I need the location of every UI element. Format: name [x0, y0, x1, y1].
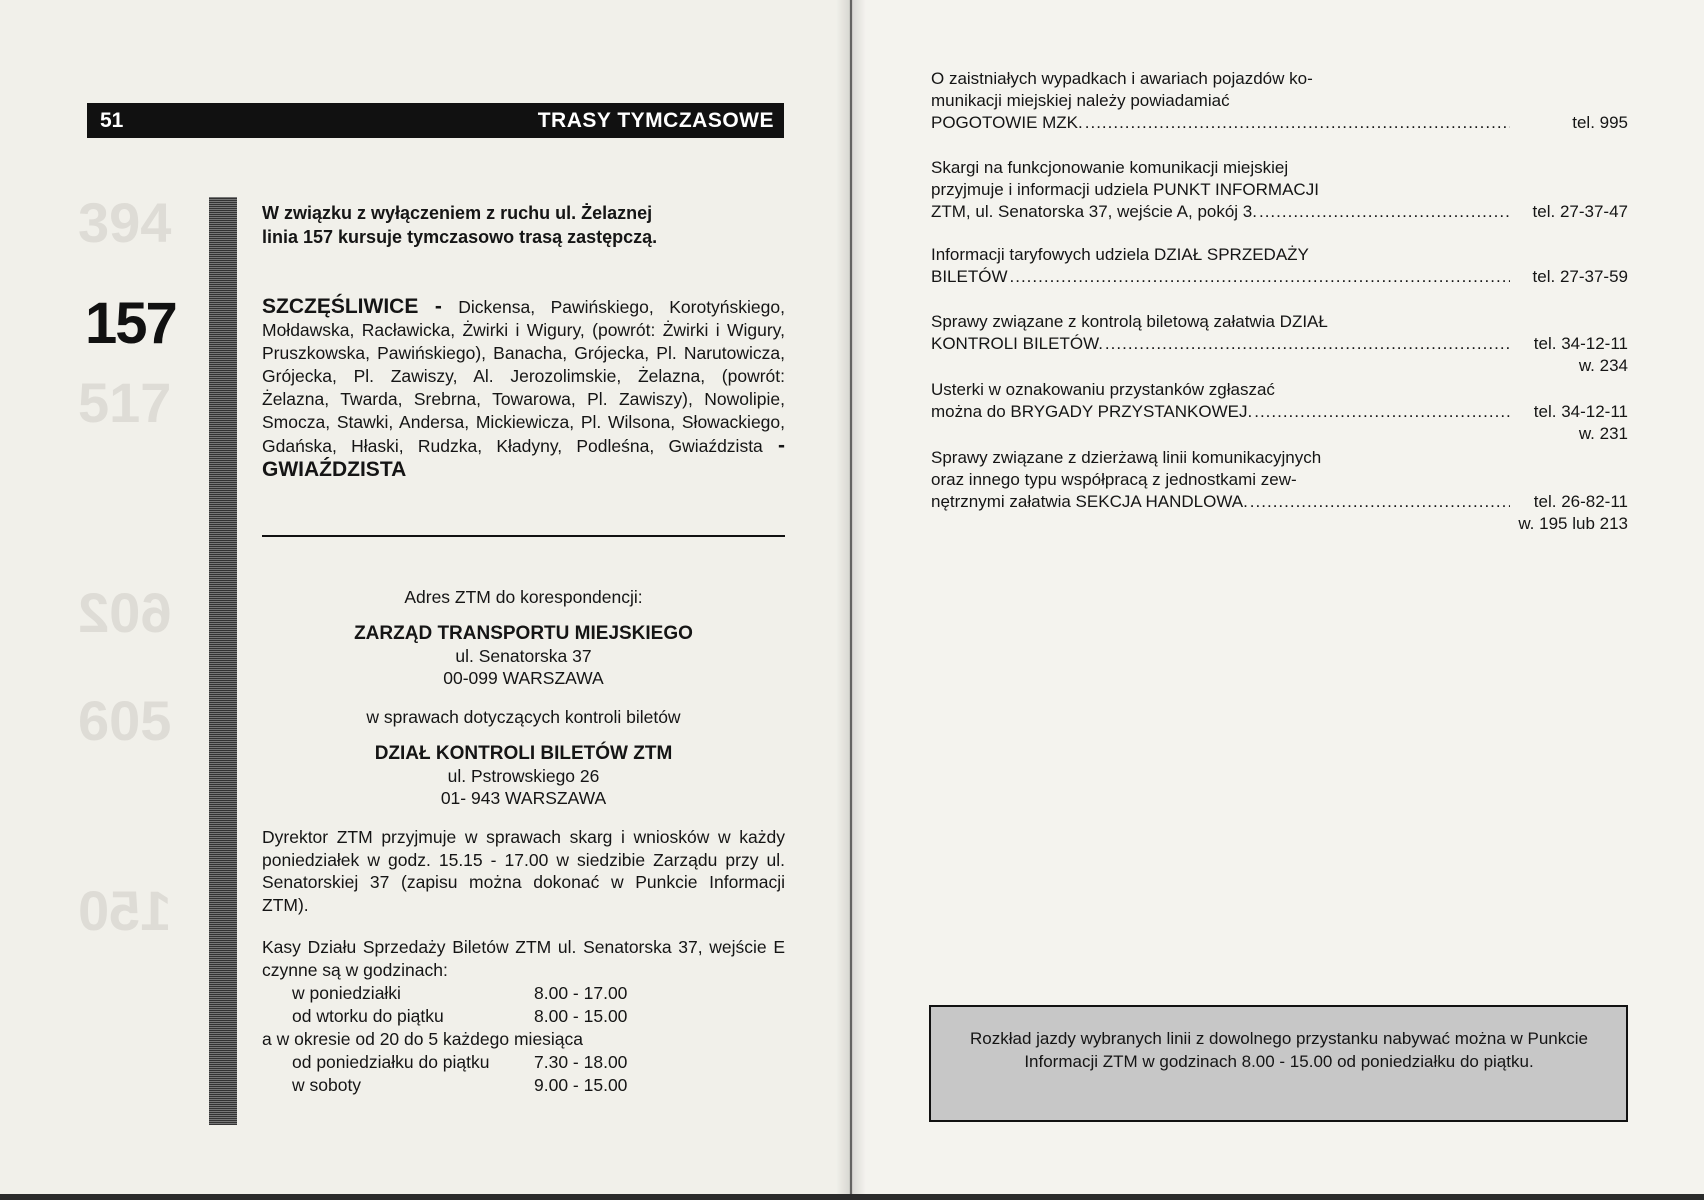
- entry-department: ZTM, ul. Senatorska 37, wejście A, pokój 3.: [931, 202, 1257, 221]
- dot-leader: [1259, 201, 1510, 223]
- hours-row: [262, 1074, 785, 1097]
- hours-label: od wtorku do piątku: [292, 1006, 444, 1026]
- org-street: ul. Pstrowskiego 26: [447, 766, 600, 786]
- timetable-info-text: Rozkład jazdy wybranych linii z dowolnego przystanku nabywać można w Punkcie Informacji ZTM w godzinach 8.00 - 15.00 od poniedziałku do piątku.: [970, 1029, 1588, 1071]
- director-paragraph: Dyrektor ZTM przyjmuje w sprawach skarg i wniosków w każdy poniedziałek w godz. 15.15 - 17.00 w siedzibie Zarządu przy ul. Senatorskiej 37 (zapisu można dokonać w Punkcie Informacji ZTM).: [262, 827, 785, 915]
- entry-line: przyjmuje i informacji udziela PUNKT INFORMACJI: [931, 180, 1319, 199]
- show-through-number: 605: [78, 689, 172, 752]
- entry-department: POGOTOWIE MZK.: [931, 113, 1083, 132]
- hours-row: [262, 1051, 785, 1074]
- entry-line: munikacji miejskiej należy powiadamiać: [931, 91, 1230, 110]
- entry-department: można do BRYGADY PRZYSTANKOWEJ.: [931, 402, 1253, 421]
- route-separator: -: [418, 295, 459, 318]
- notice-line: W związku z wyłączeniem z ruchu ul. Żelaznej: [262, 203, 653, 223]
- entry-line: Sprawy związane z dzierżawą linii komunikacyjnych: [931, 448, 1322, 467]
- entry-department: BILETÓW: [931, 267, 1008, 286]
- phone-number: tel. 26-82-11: [1533, 492, 1628, 511]
- entry-department: KONTROLI BILETÓW.: [931, 334, 1103, 353]
- hours-time: 7.30 - 18.00: [534, 1052, 628, 1072]
- dot-leader: [1085, 112, 1510, 134]
- phone-number: tel. 27-37-59: [1532, 267, 1628, 286]
- show-through-number: 602: [78, 581, 172, 644]
- entry-leader-line: [931, 201, 1628, 223]
- phone-extension: w. 195 lub 213: [1518, 514, 1628, 533]
- contact-entry: [931, 447, 1628, 535]
- org-street: ul. Senatorska 37: [455, 646, 592, 666]
- show-through-number: 517: [78, 371, 172, 434]
- contact-entry: [931, 68, 1628, 134]
- route-start-stop: SZCZĘŚLIWICE: [262, 295, 419, 318]
- book-bottom-edge: [0, 1194, 1704, 1200]
- contact-entry: [931, 379, 1628, 445]
- route-number: 157: [85, 291, 176, 356]
- route-streets: Dickensa, Pawińskiego, Korotyńskiego, Mołdawska, Racławicka, Żwirki i Wigury, (powrót: Żwirki i Wigury, Pruszkowska, Pawińskiego), Banacha, Grójecka, Pl. Narutowicza, Grójecka, Pl. Zawiszy, Al. Jerozolimskie, Żelazna, (powrót: Żelazna, Twarda, Srebrna, Towarowa, Pl. Zawiszy), Nowolipie, Smocza, Stawki, Andersa, Mickiewicza, Pl. Wilsona, Słowackiego, Gdańska, Hłaski, Rudzka, Kładyny, Podleśna, Gwiaździsta: [262, 297, 785, 456]
- route-notice: [262, 201, 785, 249]
- org-city: 00-099 WARSZAWA: [443, 668, 604, 688]
- hours-note: a w okresie od 20 do 5 każdego miesiąca: [262, 1029, 584, 1049]
- phone-number: tel. 995: [1572, 113, 1628, 132]
- route-description: [262, 295, 785, 482]
- hours-label: w poniedziałki: [292, 983, 401, 1003]
- timetable-info-box: [929, 1005, 1628, 1122]
- entry-line: O zaistniałych wypadkach i awariach pojazdów ko-: [931, 69, 1313, 88]
- entry-leader-line: [931, 266, 1628, 288]
- address-block: [262, 586, 785, 809]
- entry-line: Skargi na funkcjonowanie komunikacji miejskiej: [931, 158, 1289, 177]
- notice-line: linia 157 kursuje tymczasowo trasą zastępczą.: [262, 227, 658, 247]
- phone-number: tel. 27-37-47: [1532, 202, 1628, 221]
- hours-time: 8.00 - 17.00: [534, 983, 628, 1003]
- address-intro: Adres ZTM do korespondencji:: [404, 587, 643, 607]
- left-page: [0, 0, 851, 1200]
- dot-leader: [1105, 333, 1510, 355]
- entry-department: nętrznymi załatwia SEKCJA HANDLOWA.: [931, 492, 1248, 511]
- entry-leader-line: [931, 401, 1628, 423]
- phone-number: tel. 34-12-11: [1533, 334, 1628, 353]
- book-gutter: [836, 0, 866, 1200]
- vertical-bar: [209, 197, 237, 1125]
- dot-leader: [1250, 491, 1510, 513]
- ticket-control-intro: w sprawach dotyczących kontroli biletów: [366, 707, 681, 727]
- contact-entry: [931, 244, 1628, 288]
- show-through-number: 150: [78, 879, 172, 942]
- org-name: DZIAŁ KONTROLI BILETÓW ZTM: [374, 743, 673, 764]
- hours-label: w soboty: [292, 1075, 362, 1095]
- entry-leader-line: [931, 333, 1628, 355]
- contact-entry: [931, 311, 1628, 377]
- phone-extension: w. 234: [1578, 356, 1628, 375]
- contact-entry: [931, 157, 1628, 223]
- route-separator: -: [762, 434, 785, 457]
- phone-extension: w. 231: [1578, 424, 1628, 443]
- org-name: ZARZĄD TRANSPORTU MIEJSKIEGO: [354, 623, 693, 644]
- hours-row: [262, 1028, 785, 1051]
- opening-hours: [262, 982, 785, 1097]
- dot-leader: [1010, 266, 1510, 288]
- entry-line: Sprawy związane z kontrolą biletową załatwia DZIAŁ: [931, 312, 1328, 331]
- entry-line: oraz innego typu współpracą z jednostkami zew-: [931, 470, 1297, 489]
- page-header-bar: [87, 103, 784, 138]
- entry-line: Informacji taryfowych udziela DZIAŁ SPRZEDAŻY: [931, 245, 1309, 264]
- hours-row: [262, 982, 785, 1005]
- phone-number: tel. 34-12-11: [1533, 402, 1628, 421]
- route-end-stop: GWIAŹDZISTA: [262, 458, 407, 481]
- dot-leader: [1254, 401, 1510, 423]
- hours-time: 9.00 - 15.00: [534, 1075, 628, 1095]
- org-city: 01- 943 WARSZAWA: [440, 788, 607, 808]
- entry-leader-line: [931, 112, 1628, 134]
- section-title: TRASY TYMCZASOWE: [537, 109, 774, 132]
- entry-leader-line: [931, 491, 1628, 513]
- hours-row: [262, 1005, 785, 1028]
- show-through-number: 394: [78, 191, 172, 254]
- ticket-office-paragraph: Kasy Działu Sprzedaży Biletów ZTM ul. Senatorska 37, wejście E czynne są w godzinach:: [262, 937, 785, 980]
- divider: [262, 535, 785, 537]
- hours-label: od poniedziałku do piątku: [292, 1052, 490, 1072]
- hours-time: 8.00 - 15.00: [534, 1006, 628, 1026]
- entry-line: Usterki w oznakowaniu przystanków zgłaszać: [931, 380, 1275, 399]
- page-number: 51: [100, 109, 124, 132]
